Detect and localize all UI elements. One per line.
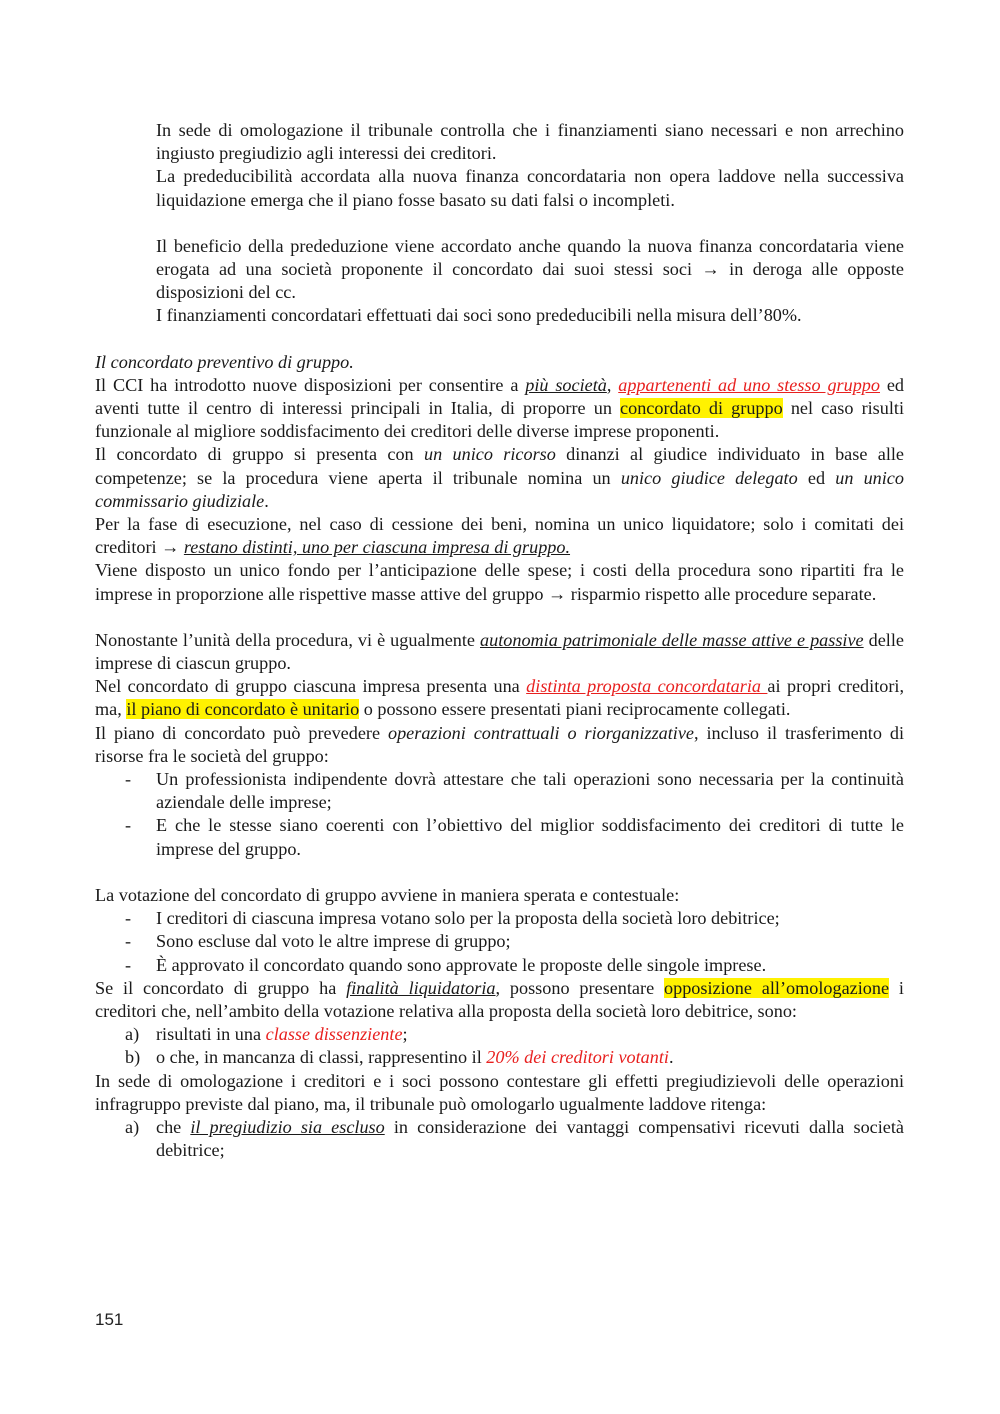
spacer (95, 606, 904, 629)
list-item (95, 1046, 904, 1069)
list-marker: - (125, 815, 132, 836)
emphasis: un unico ricorso (423, 444, 556, 465)
page-number: 151 (95, 1310, 124, 1329)
text: ai propri creditori, ma, (95, 676, 904, 720)
bullet-list (95, 907, 904, 977)
list-marker: - (125, 931, 132, 952)
text: ed aventi tutte il centro di interessi principali in Italia, di proporre un (95, 374, 905, 419)
list-marker: - (125, 954, 132, 975)
text: risultati in una (156, 1024, 266, 1045)
bullet-list (95, 768, 904, 861)
text: Il CCI ha introdotto nuove disposizioni per consentire a (95, 374, 526, 395)
list-item (95, 930, 904, 953)
arrow-icon: → (548, 583, 567, 604)
heading-text: Il concordato preventivo di gruppo. (95, 351, 354, 372)
emphasis-red: classe dissenziente (265, 1024, 403, 1045)
text: È approvato il concordato quando sono approvate le proposte delle singole imprese. (156, 954, 767, 975)
paragraph (95, 374, 904, 444)
text: Nel concordato di gruppo ciascuna impresa presenta una (95, 676, 527, 697)
paragraph (95, 977, 904, 1023)
text: Viene disposto un unico fondo per l’anticipazione delle spese; i costi della procedura sono ripartiti fra le imprese in proporzione alle rispettive masse attive del gruppo (95, 560, 904, 604)
paragraph (95, 235, 904, 305)
section-heading (95, 351, 904, 374)
list-marker: - (125, 908, 132, 929)
paragraph (95, 443, 904, 513)
highlight: concordato di gruppo (620, 398, 783, 419)
list-item (95, 907, 904, 930)
lettered-list (95, 1116, 904, 1162)
paragraph (95, 675, 904, 721)
list-marker: b) (125, 1047, 141, 1068)
emphasis: operazioni contrattuali o riorganizzative (387, 722, 695, 743)
emphasis: più società (525, 374, 607, 395)
list-marker: - (125, 769, 132, 790)
paragraph: In sede di omologazione il tribunale controlla che i finanziamenti siano necessari e non arrechino ingiusto pregiudizio agli interessi dei creditori. (156, 120, 904, 164)
list-item (95, 1116, 904, 1162)
list-marker: a) (125, 1024, 140, 1045)
paragraph: In sede di omologazione i creditori e i soci possono contestare gli effetti pregiudizievoli delle operazioni infragruppo previste dal piano, ma, il tribunale può omologarlo ugualmente laddove ritenga: (95, 1070, 904, 1114)
list-item (95, 814, 904, 860)
emphasis-red: 20% dei creditori votanti (486, 1047, 669, 1068)
emphasis: finalità liquidatoria (346, 977, 496, 998)
paragraph: La votazione del concordato di gruppo avviene in maniera sperata e contestuale: (95, 884, 680, 905)
text: ed (797, 467, 836, 488)
emphasis-red: distinta proposta concordataria (526, 676, 768, 697)
lettered-list (95, 1023, 904, 1069)
text: Per la fase di esecuzione, nel caso di cessione dei beni, nomina un unico liquidatore; solo i comitati dei creditori (95, 514, 904, 558)
paragraph: I finanziamenti concordatari effettuati dai soci sono prededucibili nella misura dell’80%. (156, 305, 802, 326)
list-item (95, 768, 904, 814)
text: i creditori che, nell’ambito della votazione relativa alla proposta della società loro debitrice, sono: (95, 977, 904, 1021)
text: I creditori di ciascuna impresa votano solo per la proposta della società loro debitrice; (156, 908, 780, 929)
paragraph (95, 559, 904, 605)
arrow-icon: → (161, 537, 180, 558)
list-marker: a) (125, 1116, 140, 1137)
text: o possono essere presentati piani reciprocamente collegati. (359, 699, 791, 720)
text: . (668, 1047, 674, 1068)
text: dinanzi al giudice individuato in base alle competenze; se la procedura viene aperta il tribunale nomina un (95, 444, 904, 488)
emphasis: autonomia patrimoniale delle masse attive e passive (480, 629, 864, 650)
text: , possono presentare (495, 977, 665, 998)
spacer (95, 328, 904, 351)
emphasis-red: appartenenti ad uno stesso gruppo (618, 374, 880, 395)
text: , (606, 374, 619, 395)
list-item (95, 1023, 904, 1046)
highlight: il piano di concordato è unitario (126, 699, 360, 720)
spacer (95, 861, 904, 884)
text: Il piano di concordato può prevedere (95, 722, 388, 743)
emphasis: restano distinti, uno per ciascuna impresa di gruppo. (183, 537, 571, 558)
arrow-icon: → (701, 259, 720, 280)
text: o che, in mancanza di classi, rappresentino il (156, 1047, 487, 1068)
text: in deroga alle opposte disposizioni del cc. (156, 259, 904, 303)
text: Se il concordato di gruppo ha (95, 977, 347, 998)
text: Il beneficio della prededuzione viene accordato anche quando la nuova finanza concordataria viene erogata ad una società proponente il concordato dai suoi stessi soci (156, 235, 904, 280)
highlight: opposizione all’omologazione (664, 977, 890, 998)
text: che (156, 1116, 191, 1137)
document-body (95, 119, 904, 1162)
paragraph (95, 629, 904, 675)
text: delle imprese di ciascun gruppo. (95, 629, 904, 674)
paragraph: La prededucibilità accordata alla nuova finanza concordataria non opera laddove nella successiva liquidazione emerga che il piano fosse basato su dati falsi o incompleti. (156, 166, 904, 210)
list-item (95, 954, 904, 977)
text: risparmio rispetto alle procedure separate. (566, 583, 877, 604)
paragraph (95, 513, 904, 559)
emphasis: il pregiudizio sia escluso (190, 1116, 385, 1137)
text: E che le stesse siano coerenti con l’obiettivo del miglior soddisfacimento dei creditori di tutte le imprese del gruppo. (156, 815, 904, 859)
text: Il concordato di gruppo si presenta con (95, 444, 424, 465)
text: nel caso risulti funzionale al migliore soddisfacimento dei creditori delle diverse imprese proponenti. (95, 398, 905, 442)
text: , incluso il trasferimento di risorse fra le società del gruppo: (95, 722, 905, 766)
spacer (95, 212, 904, 235)
text: Un professionista indipendente dovrà attestare che tali operazioni sono necessaria per la continuità aziendale delle imprese; (156, 769, 904, 813)
text: Sono escluse dal voto le altre imprese di gruppo; (156, 931, 511, 952)
text: . (264, 490, 269, 511)
emphasis: unico giudice delegato (620, 467, 798, 488)
text: Nonostante l’unità della procedura, vi è ugualmente (95, 629, 481, 650)
text: in considerazione dei vantaggi compensativi ricevuti dalla società debitrice; (156, 1116, 904, 1161)
text: ; (402, 1024, 408, 1045)
emphasis: un unico commissario giudiziale (95, 467, 904, 511)
paragraph (95, 722, 904, 768)
